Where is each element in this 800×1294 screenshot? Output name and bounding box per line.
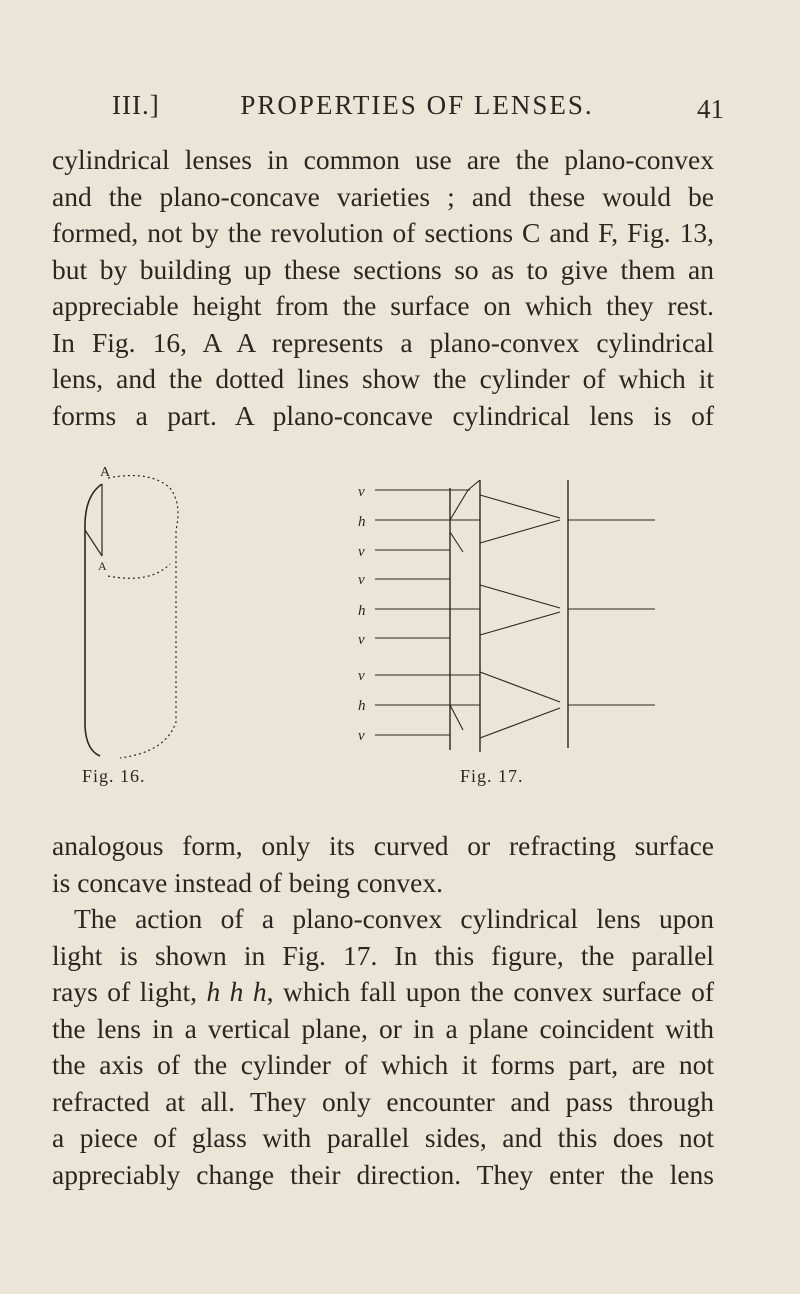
page-number: 41 [697,94,724,124]
ray-label-v: v [358,544,365,560]
figure-17-caption: Fig. 17. [460,766,524,786]
ray-label-v: v [358,668,365,684]
text-line: is concave instead of being convex. [52,866,443,898]
running-header [112,90,724,130]
text-line: but by building up these sections so as to give them an [52,253,714,285]
text-line: appreciably change their direction. They enter the lens [52,1158,714,1190]
text-line: the lens in a vertical plane, or in a plane coincident with [52,1012,714,1044]
cylinder-dotted-arc [108,564,170,578]
text-line: lens, and the dotted lines show the cylinder of which it [52,363,714,394]
label-a-top: A [100,465,111,480]
figure-16-caption: Fig. 16. [82,766,146,786]
paragraph-1 [52,142,714,434]
chapter-marker: III.] [112,90,160,120]
ray-label-v: v [358,484,365,500]
text-line: refracted at all. They only encounter and pass through [52,1085,714,1117]
paragraph-3 [52,901,714,1193]
lens-curved-surface [85,484,102,756]
ray-label-h: h [358,603,366,619]
text-run: , which fall upon the convex surface of [266,976,714,1007]
text-line: The action of a plano-convex cylindrical lens upon [74,903,714,934]
refraction-diagram [350,480,670,760]
lens-edge-line [85,530,102,556]
ray-label-h: h [358,698,366,714]
ray-label-h: h [358,514,366,530]
text-line: light is shown in Fig. 17. In this figure, the parallel [52,939,714,971]
text-run: rays of light, [52,976,207,1007]
text-line: a piece of glass with parallel sides, and this does not [52,1122,714,1153]
ray-label-v: v [358,572,365,588]
text-line: In Fig. 16, A A represents a plano-convex cylindrical [52,326,714,358]
ray-labels-italic: h h h [206,976,267,1007]
figure-16 [70,460,210,786]
ray-label-v: v [358,728,365,744]
cylindrical-lens-diagram [70,460,210,760]
text-line: the axis of the cylinder of which it forms part, are not [52,1049,714,1080]
ray-label-v: v [358,632,365,648]
text-line: formed, not by the revolution of sections C and F, Fig. 13, [52,217,714,248]
figure-17 [350,480,670,786]
text-line: cylindrical lenses in common use are the plano-convex [52,144,714,175]
text-line [52,974,714,1011]
text-line: appreciable height from the surface on which they rest. [52,290,714,321]
paragraph-2 [52,828,714,901]
text-line: and the plano-concave varieties ; and these would be [52,180,714,212]
text-line: analogous form, only its curved or refracting surface [52,830,714,861]
running-title: PROPERTIES OF LENSES. [240,90,594,120]
text-line: forms a part. A plano-concave cylindrical lens is of [52,399,714,431]
label-a-inner: A [98,559,107,573]
cylinder-dotted-outline [108,476,178,758]
